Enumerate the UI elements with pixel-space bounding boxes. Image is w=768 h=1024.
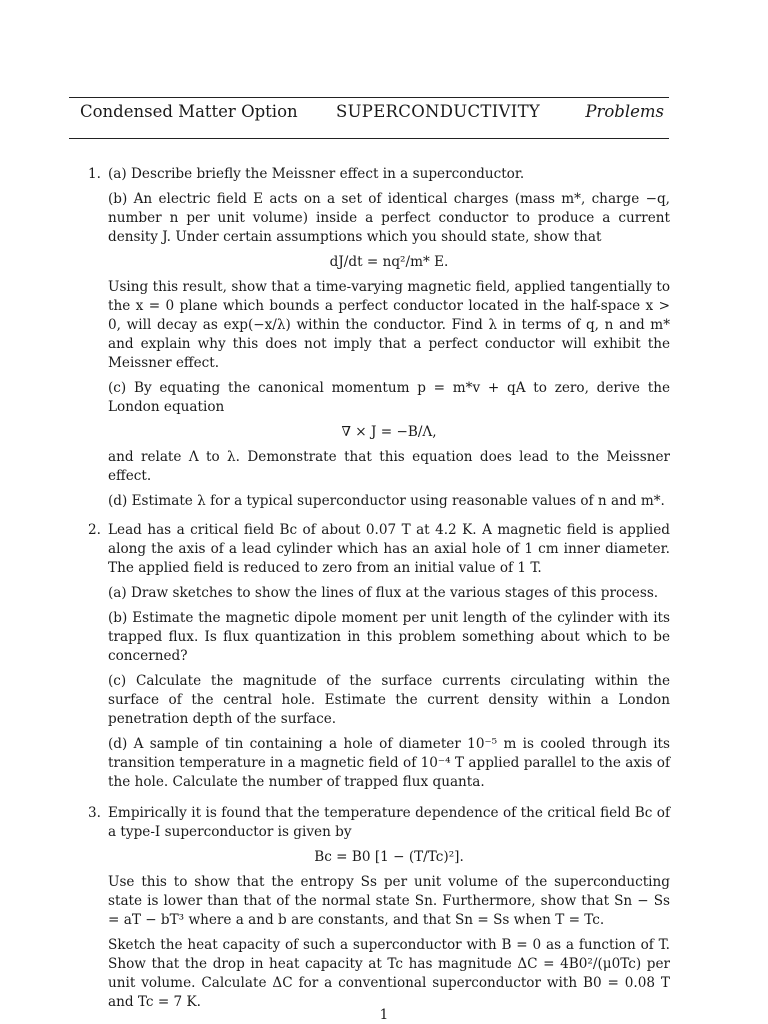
page-header xyxy=(80,102,664,128)
problem-list xyxy=(88,165,670,1018)
header-top-rule xyxy=(69,97,669,98)
problem-2 xyxy=(88,521,670,792)
header-topic: SUPERCONDUCTIVITY xyxy=(336,102,541,121)
problem-1-part-b: (b) An electric field E acts on a set of identical charges (mass m*, charge −q, number n per unit volume) inside a perfect conductor to produce a current density J. Under certain assumptions which you should state, show that xyxy=(108,191,670,245)
problem-3-heat-capacity: Sketch the heat capacity of such a superconductor with B = 0 as a function of T. Show that the drop in heat capacity at Tc has magnitude ΔC = 4B0²/(μ0Tc) per unit volume. Calculate ΔC for a conventional superconductor with B0 = 0.08 T and Tc = 7 K. xyxy=(108,937,670,1010)
problem-1-part-b-continued: Using this result, show that a time-varying magnetic field, applied tangentially to the x = 0 plane which bounds a perfect conductor located in the half-space x > 0, will decay as exp(−x/λ) within the conductor. Find λ in terms of q, n and m* and explain why this does not imply that a perfect conductor will exhibit the Meissner effect. xyxy=(108,279,670,371)
equation-critical-field xyxy=(108,848,670,867)
problem-3 xyxy=(88,804,670,1012)
problem-1-part-d: (d) Estimate λ for a typical superconductor using reasonable values of n and m*. xyxy=(108,493,665,509)
equation-dJ-dt xyxy=(108,253,670,272)
header-section: Problems xyxy=(585,102,664,121)
equation-text: dJ/dt = nq²/m* E. xyxy=(329,254,449,270)
problem-1-part-c-continued: and relate Λ to λ. Demonstrate that this equation does lead to the Meissner effect. xyxy=(108,449,670,484)
page-number: 1 xyxy=(379,1007,389,1023)
problem-3-intro: Empirically it is found that the temperature dependence of the critical field Bc of a type-I superconductor is given by xyxy=(108,805,670,840)
equation-text: ∇ × J = −B/Λ, xyxy=(341,424,437,440)
header-course: Condensed Matter Option xyxy=(80,102,298,121)
problem-2-part-c: (c) Calculate the magnitude of the surface currents circulating within the surface of the central hole. Estimate the current density within a London penetration depth of the surface. xyxy=(108,673,670,727)
problem-1 xyxy=(88,165,670,511)
problem-2-part-a: (a) Draw sketches to show the lines of flux at the various stages of this process. xyxy=(108,585,659,601)
problem-1-part-a: (a) Describe briefly the Meissner effect in a superconductor. xyxy=(108,166,525,182)
equation-text: Bc = B0 [1 − (T/Tc)²]. xyxy=(314,849,464,865)
problem-2-part-b: (b) Estimate the magnetic dipole moment per unit length of the cylinder with its trapped flux. Is flux quantization in this problem something about which to be concerned? xyxy=(108,610,670,664)
problem-3-entropy: Use this to show that the entropy Ss per unit volume of the superconducting state is lower than that of the normal state Sn. Furthermore, show that Sn − Ss = aT − bT³ where a and b are constants, and that Sn = Ss when T = Tc. xyxy=(108,874,670,928)
problem-2-part-d: (d) A sample of tin containing a hole of diameter 10⁻⁵ m is cooled through its transition temperature in a magnetic field of 10⁻⁴ T applied parallel to the axis of the hole. Calculate the number of trapped flux quanta. xyxy=(108,736,670,790)
header-bottom-rule xyxy=(69,138,669,139)
problem-number: 2. xyxy=(88,522,101,538)
problem-1-part-c: (c) By equating the canonical momentum p = m*v + qA to zero, derive the London equation xyxy=(108,380,670,415)
problem-number: 3. xyxy=(88,805,101,821)
equation-london xyxy=(108,423,670,442)
problem-2-intro: Lead has a critical field Bc of about 0.07 T at 4.2 K. A magnetic field is applied along the axis of a lead cylinder which has an axial hole of 1 cm inner diameter. The applied field is reduced to zero from an initial value of 1 T. xyxy=(108,522,670,576)
problem-number: 1. xyxy=(88,166,101,182)
